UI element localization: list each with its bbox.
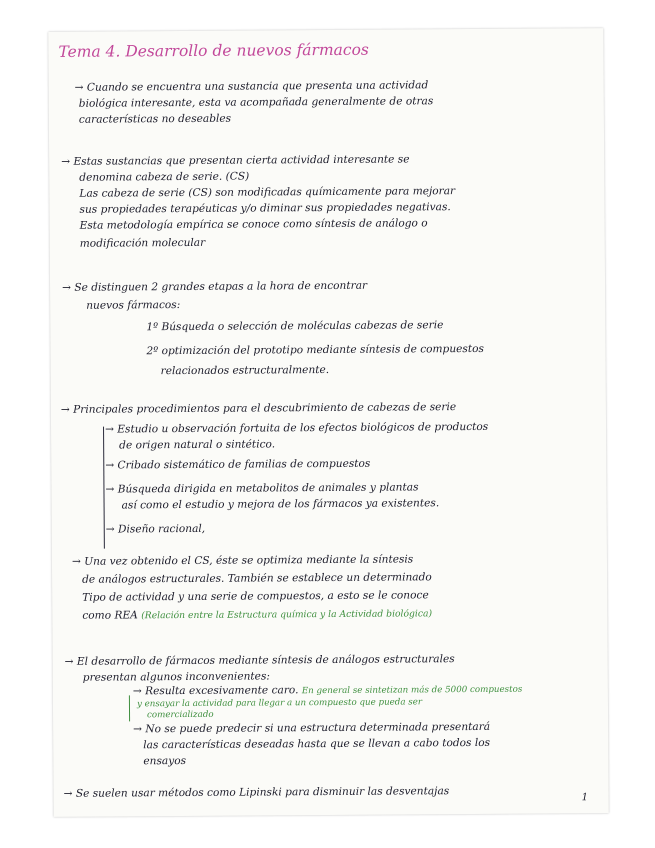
text-line: Esta metodología empírica se conoce como síntesis de análogo o (79, 217, 428, 232)
text-line: → Estas sustancias que presentan cierta actividad interesante se (61, 153, 410, 168)
text-line (82, 607, 432, 622)
text-fragment: → Resulta excesivamente caro. (132, 684, 299, 698)
text-line: relacionados estructuralmente. (160, 363, 330, 378)
text-line: → Se suelen usar métodos como Lipinski para disminuir las desventajas (63, 785, 450, 800)
text-line: así como el estudio y mejora de los fármacos ya existentes. (121, 497, 440, 512)
text-line: presentan algunos inconvenientes: (82, 670, 270, 684)
green-note: comercializado (147, 709, 214, 721)
text-line: modificación molecular (79, 236, 206, 250)
text-line: → Principales procedimientos para el descubrimiento de cabezas de serie (60, 401, 457, 416)
text-line: 2º optimización del prototipo mediante síntesis de compuestos (146, 342, 484, 358)
text-line: biológica interesante, esta va acompañada generalmente de otras (78, 95, 434, 110)
green-note: (Relación entre la Estructura química y la Actividad biológica) (141, 608, 433, 622)
text-fragment: como REA (82, 609, 138, 622)
notebook-page (48, 28, 608, 817)
text-line: → Se distinguen 2 grandes etapas a la hora de encontrar (62, 279, 368, 294)
green-note: En general se sintetizan más de 5000 compuestos (301, 684, 523, 697)
page-number: 1 (581, 792, 589, 804)
green-note: y ensayar la actividad para llegar a un compuesto que pueda ser (136, 697, 423, 710)
text-line: → El desarrollo de fármacos mediante síntesis de análogos estructurales (64, 653, 455, 668)
list-item: → Estudio u observación fortuita de los efectos biológicos de productos (105, 420, 489, 436)
text-line: ensayos (143, 755, 187, 768)
text-line: nuevos fármacos: (86, 299, 181, 312)
text-line: 1º Búsqueda o selección de moléculas cabezas de serie (146, 319, 444, 334)
text-line: de origen natural o sintético. (119, 438, 276, 452)
list-item: → Búsqueda dirigida en metabolitos de animales y plantas (105, 481, 419, 496)
list-item: → Cribado sistemático de familias de compuestos (105, 457, 371, 472)
page-title: Tema 4. Desarrollo de nuevos fármacos (58, 40, 369, 61)
text-line: Tipo de actividad y una serie de compuestos, a esto se le conoce (82, 589, 429, 604)
text-line: Las cabeza de serie (CS) son modificadas químicamente para mejorar (79, 185, 456, 200)
bracket-line (129, 695, 130, 721)
text-line: las características deseadas hasta que se llevan a cabo todos los (143, 736, 491, 752)
text-line: sus propiedades terapéuticas y/o diminar sus propiedades negativas. (79, 201, 451, 216)
text-line: → Cuando se encuentra una sustancia que presenta una actividad (74, 79, 429, 94)
text-line: características no deseables (78, 112, 232, 126)
text-line: denomina cabeza de serie. (CS) (79, 170, 250, 184)
text-line: → Una vez obtenido el CS, éste se optimiza mediante la síntesis (71, 553, 414, 568)
list-item: → No se puede predecir si una estructura determinada presentará (133, 720, 491, 736)
list-item: → Diseño racional, (105, 522, 206, 536)
text-line: de análogos estructurales. También se establece un determinado (82, 571, 432, 586)
